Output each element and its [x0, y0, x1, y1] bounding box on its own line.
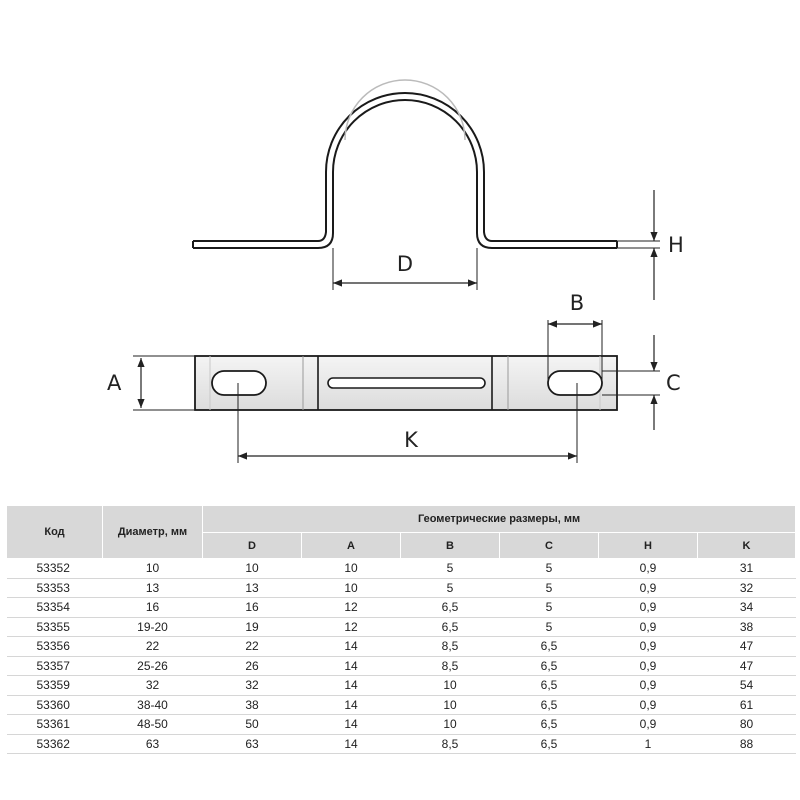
header-col-k: K — [698, 533, 796, 559]
table-cell: 6,5 — [401, 598, 500, 618]
header-col-b: B — [401, 533, 500, 559]
table-cell: 6,5 — [500, 695, 599, 715]
table-cell: 14 — [302, 637, 401, 657]
table-cell: 38-40 — [103, 695, 203, 715]
table-row — [7, 734, 796, 754]
table-cell: 5 — [401, 559, 500, 579]
right-mounting-hole — [548, 371, 602, 395]
clamp-profile-inner — [193, 100, 617, 248]
table-cell: 63 — [203, 734, 302, 754]
table-cell: 6,5 — [401, 617, 500, 637]
table-cell: 47 — [698, 656, 796, 676]
dimension-c-label: C — [666, 371, 681, 395]
clamp-top-view — [195, 356, 617, 410]
table-cell: 53356 — [7, 637, 103, 657]
table-cell: 0,9 — [599, 637, 698, 657]
table-cell: 5 — [500, 598, 599, 618]
clamp-profile-outer — [193, 93, 617, 241]
table-cell: 88 — [698, 734, 796, 754]
table-cell: 22 — [103, 637, 203, 657]
table-cell: 5 — [500, 559, 599, 579]
table-cell: 14 — [302, 715, 401, 735]
table-cell: 63 — [103, 734, 203, 754]
header-geometric-dimensions: Геометрические размеры, мм — [203, 506, 796, 533]
dimension-d-label: D — [396, 252, 414, 276]
table-cell: 53355 — [7, 617, 103, 637]
table-cell: 10 — [401, 695, 500, 715]
table-cell: 19 — [203, 617, 302, 637]
table-cell: 48-50 — [103, 715, 203, 735]
dimension-k-label: K — [404, 428, 418, 452]
dimension-h — [617, 190, 684, 300]
table-cell: 10 — [401, 715, 500, 735]
header-col-c: C — [500, 533, 599, 559]
table-cell: 10 — [401, 676, 500, 696]
table-cell: 32 — [203, 676, 302, 696]
table-cell: 53361 — [7, 715, 103, 735]
table-cell: 16 — [103, 598, 203, 618]
table-row — [7, 598, 796, 618]
table-cell: 14 — [302, 656, 401, 676]
spec-table — [6, 505, 796, 754]
left-mounting-hole — [212, 371, 266, 395]
table-cell: 80 — [698, 715, 796, 735]
table-cell: 8,5 — [401, 637, 500, 657]
dimension-a-label: A — [107, 371, 122, 395]
table-cell: 6,5 — [500, 637, 599, 657]
header-col-d: D — [203, 533, 302, 559]
table-cell: 5 — [500, 617, 599, 637]
table-row — [7, 676, 796, 696]
table-cell: 13 — [203, 578, 302, 598]
table-row — [7, 637, 796, 657]
table-row — [7, 578, 796, 598]
table-row — [7, 715, 796, 735]
center-slot — [328, 378, 485, 388]
table-cell: 31 — [698, 559, 796, 579]
table-row — [7, 617, 796, 637]
dimension-d — [333, 248, 477, 290]
table-cell: 53360 — [7, 695, 103, 715]
table-cell: 10 — [203, 559, 302, 579]
table-cell: 6,5 — [500, 734, 599, 754]
table-cell: 53353 — [7, 578, 103, 598]
table-cell: 8,5 — [401, 656, 500, 676]
table-cell: 19-20 — [103, 617, 203, 637]
spec-table-header — [7, 506, 796, 559]
table-cell: 50 — [203, 715, 302, 735]
table-cell: 14 — [302, 734, 401, 754]
table-cell: 38 — [203, 695, 302, 715]
table-cell: 8,5 — [401, 734, 500, 754]
table-cell: 34 — [698, 598, 796, 618]
table-cell: 53357 — [7, 656, 103, 676]
table-cell: 5 — [500, 578, 599, 598]
table-cell: 0,9 — [599, 559, 698, 579]
dimension-h-label: H — [668, 233, 684, 257]
table-cell: 6,5 — [500, 676, 599, 696]
table-cell: 0,9 — [599, 578, 698, 598]
table-cell: 32 — [698, 578, 796, 598]
table-cell: 10 — [302, 578, 401, 598]
header-diameter: Диаметр, мм — [103, 506, 203, 559]
table-cell: 6,5 — [500, 715, 599, 735]
table-cell: 0,9 — [599, 656, 698, 676]
clamp-side-view — [193, 80, 617, 248]
table-cell: 12 — [302, 598, 401, 618]
table-cell: 6,5 — [500, 656, 599, 676]
table-cell: 53359 — [7, 676, 103, 696]
table-cell: 12 — [302, 617, 401, 637]
table-cell: 0,9 — [599, 598, 698, 618]
table-cell: 53362 — [7, 734, 103, 754]
table-cell: 54 — [698, 676, 796, 696]
table-cell: 0,9 — [599, 695, 698, 715]
table-cell: 0,9 — [599, 617, 698, 637]
table-cell: 10 — [103, 559, 203, 579]
table-cell: 10 — [302, 559, 401, 579]
header-col-a: A — [302, 533, 401, 559]
table-cell: 5 — [401, 578, 500, 598]
table-cell: 53354 — [7, 598, 103, 618]
table-row — [7, 559, 796, 579]
table-cell: 1 — [599, 734, 698, 754]
table-cell: 14 — [302, 695, 401, 715]
table-cell: 38 — [698, 617, 796, 637]
header-col-h: H — [599, 533, 698, 559]
dimension-b-label: B — [569, 291, 585, 315]
table-cell: 61 — [698, 695, 796, 715]
spec-table-body — [7, 559, 796, 754]
table-cell: 53352 — [7, 559, 103, 579]
dimension-a — [107, 356, 195, 410]
table-cell: 0,9 — [599, 715, 698, 735]
table-cell: 47 — [698, 637, 796, 657]
header-code: Код — [7, 506, 103, 559]
table-cell: 32 — [103, 676, 203, 696]
table-row — [7, 656, 796, 676]
table-cell: 14 — [302, 676, 401, 696]
table-cell: 22 — [203, 637, 302, 657]
table-cell: 25-26 — [103, 656, 203, 676]
table-cell: 13 — [103, 578, 203, 598]
table-cell: 16 — [203, 598, 302, 618]
table-cell: 0,9 — [599, 676, 698, 696]
table-row — [7, 695, 796, 715]
table-cell: 26 — [203, 656, 302, 676]
